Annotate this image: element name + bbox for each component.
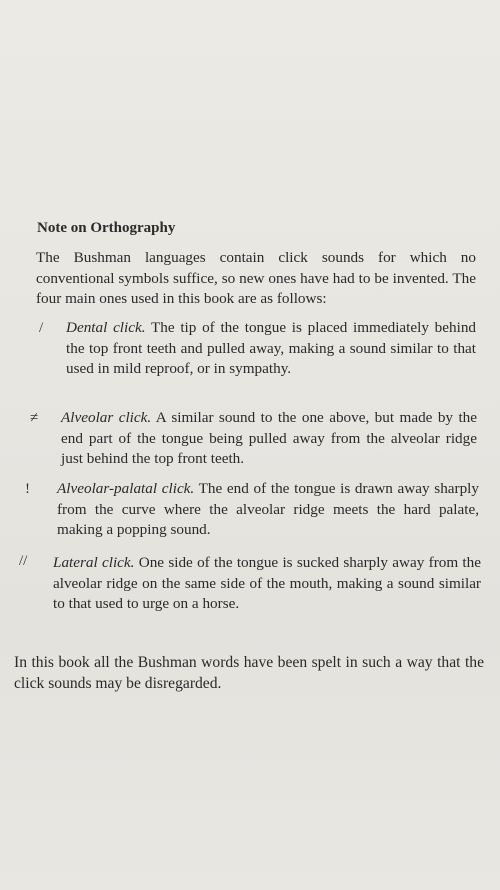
click-description [53,553,481,615]
click-text: One side of the tongue is sucked sharply away from the alveolar ridge on the same side of the mouth, making a sound similar to that used to urge on a horse. [53,554,481,612]
click-text: The tip of the tongue is placed immediately behind the top front teeth and pulled away, making a sound similar to that used in mild reproof, or in sympathy. [66,319,477,377]
click-name: Alveolar click. [61,409,152,426]
closing-paragraph: In this book all the Bushman words have been spelt in such a way that the click sounds may be disregarded. [14,654,484,692]
section-heading: Note on Orthography [37,220,176,236]
click-text: The end of the tongue is drawn away sharply from the curve where the alveolar ridge meets the hard palate, making a popping sound. [57,480,479,538]
click-symbol: ≠ [30,410,39,426]
click-symbol: ! [25,481,30,497]
click-name: Alveolar-palatal click. [57,480,195,497]
click-symbol: // [19,553,28,569]
click-description [57,479,479,541]
click-description [66,318,476,380]
click-description [61,408,477,470]
click-text: A similar sound to the one above, but made by the end part of the tongue being pulled away from the alveolar ridge just behind the top front teeth. [61,409,477,467]
intro-paragraph: The Bushman languages contain click sounds for which no conventional symbols suffice, so new ones have had to be invented. The four main ones used in this book are as follows: [36,249,476,307]
click-symbol: / [39,320,44,336]
click-name: Dental click. [66,319,146,336]
click-name: Lateral click. [53,554,135,571]
